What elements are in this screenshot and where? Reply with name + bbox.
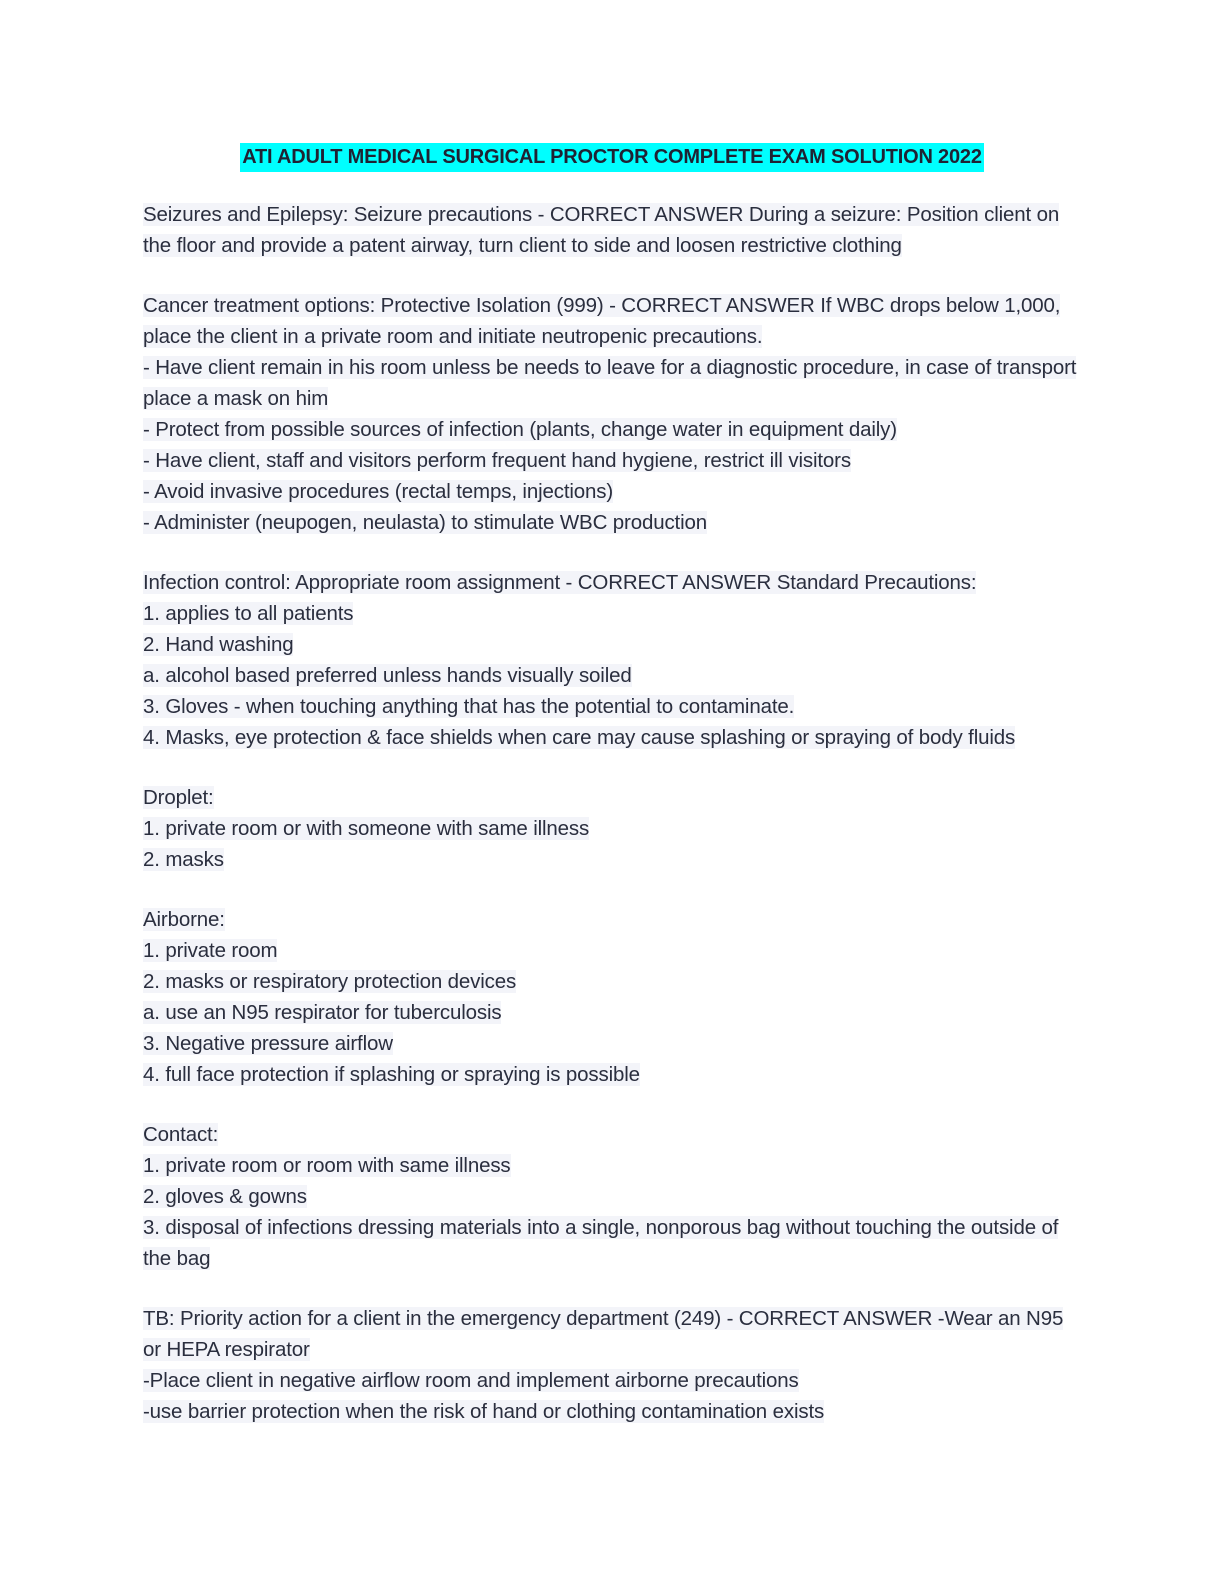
text-line: 4. full face protection if splashing or spraying is possible [143, 1063, 640, 1086]
text-line: 1. private room [143, 939, 278, 962]
document-title: ATI ADULT MEDICAL SURGICAL PROCTOR COMPLETE EXAM SOLUTION 2022 [240, 143, 984, 172]
text-line: - Avoid invasive procedures (rectal temps, injections) [143, 480, 614, 503]
text-line: 3. Gloves - when touching anything that has the potential to contaminate. [143, 695, 795, 718]
text-line: 4. Masks, eye protection & face shields when care may cause splashing or spraying of body fluids [143, 726, 1016, 749]
text-line: Infection control: Appropriate room assignment - CORRECT ANSWER Standard Precautions: [143, 571, 977, 594]
text-line: 1. private room or with someone with same illness [143, 817, 590, 840]
text-line: -Place client in negative airflow room and implement airborne precautions [143, 1369, 799, 1392]
text-line: -use barrier protection when the risk of hand or clothing contamination exists [143, 1400, 825, 1423]
text-line: TB: Priority action for a client in the emergency department (249) - CORRECT ANSWER -Wear an N95 or HEPA respirator [143, 1307, 1064, 1361]
text-line: Airborne: [143, 908, 225, 931]
text-line: 2. masks or respiratory protection devices [143, 970, 517, 993]
text-line: Droplet: [143, 786, 214, 809]
text-line: - Administer (neupogen, neulasta) to stimulate WBC production [143, 511, 707, 534]
section-contact [143, 1120, 1083, 1275]
text-line: - Have client remain in his room unless be needs to leave for a diagnostic procedure, in case of transport place a mask on him [143, 356, 1077, 410]
document-body [143, 200, 1083, 1457]
section-infection-control [143, 568, 1083, 754]
text-line: - Protect from possible sources of infection (plants, change water in equipment daily) [143, 418, 897, 441]
section-tb [143, 1304, 1083, 1428]
text-line: 1. private room or room with same illness [143, 1154, 511, 1177]
text-line: 3. disposal of infections dressing materials into a single, nonporous bag without touching the outside of the bag [143, 1216, 1059, 1270]
text-line: a. use an N95 respirator for tuberculosis [143, 1001, 502, 1024]
text-line: 2. gloves & gowns [143, 1185, 307, 1208]
section-cancer-treatment [143, 291, 1083, 539]
section-airborne [143, 905, 1083, 1091]
section-seizures [143, 200, 1083, 262]
title-container [0, 143, 1224, 172]
section-droplet [143, 783, 1083, 876]
text-line: 3. Negative pressure airflow [143, 1032, 393, 1055]
text-line: a. alcohol based preferred unless hands visually soiled [143, 664, 632, 687]
text-line: 2. Hand washing [143, 633, 294, 656]
text-line: 2. masks [143, 848, 224, 871]
text-line: Seizures and Epilepsy: Seizure precautions - CORRECT ANSWER During a seizure: Position client on the floor and provide a patent airway, turn client to side and loosen restrictive clothing [143, 203, 1060, 257]
text-line: Contact: [143, 1123, 219, 1146]
text-line: 1. applies to all patients [143, 602, 354, 625]
text-line: - Have client, staff and visitors perform frequent hand hygiene, restrict ill visitors [143, 449, 851, 472]
text-line: Cancer treatment options: Protective Isolation (999) - CORRECT ANSWER If WBC drops below 1,000, place the client in a private room and initiate neutropenic precautions. [143, 294, 1061, 348]
